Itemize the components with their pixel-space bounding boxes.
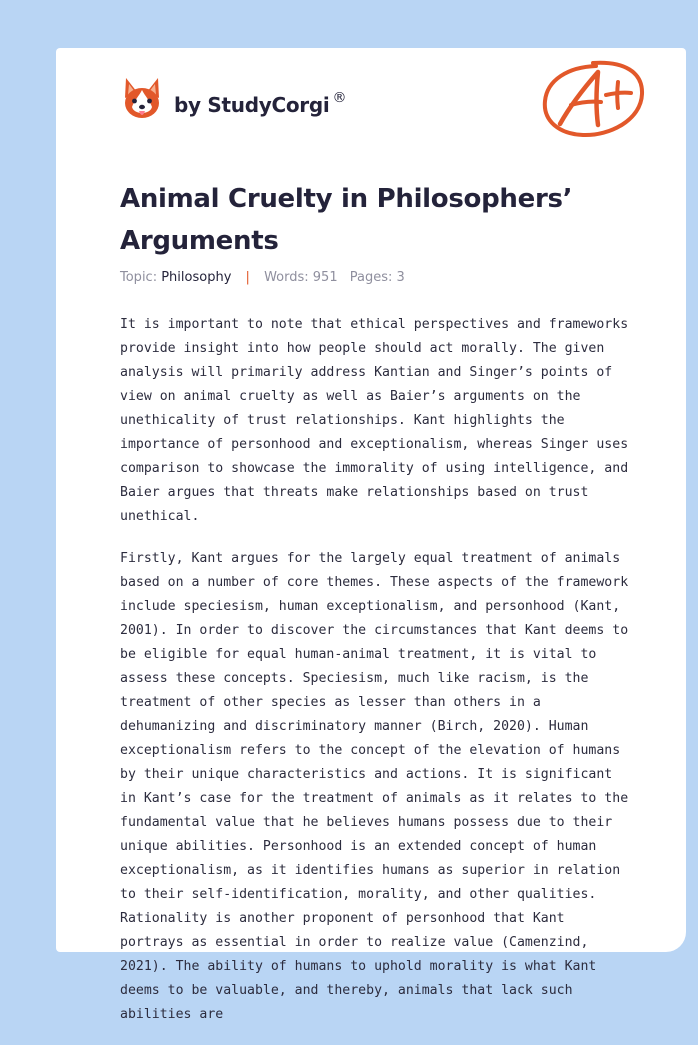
studycorgi-logo[interactable] <box>122 76 346 122</box>
document-body <box>120 313 636 1045</box>
paragraph-kant: Firstly, Kant argues for the largely equal treatment of animals based on a number of core themes. These aspects of the framework include speciesism, human exceptionalism, and personhood (Kant, 2001). In order to discover the circumstances that Kant deems to be eligible for equal human-animal treatment, it is vital to assess these concepts. Speciesism, much like racism, is the treatment of other species as lesser than others in a dehumanizing and discriminatory manner (Birch, 2020). Human exceptionalism refers to the concept of the elevation of humans by their unique characteristics and actions. It is significant in Kant’s case for the treatment of animals as it relates to the fundamental value that he believes humans possess due to their unique abilities. Personhood is an extended concept of human exceptionalism, as it identifies humans as superior in relation to their self-identification, morality, and other qualities. Rationality is another proponent of personhood that Kant portrays as essential in order to realize value (Camenzind, 2021). The ability of humans to uphold morality is what Kant deems to be valuable, and thereby, animals that lack such abilities are <box>120 551 629 1022</box>
meta-separator: | <box>245 270 250 285</box>
brand-name: by StudyCorgi ® <box>174 89 347 117</box>
words-label: Words: <box>264 270 309 285</box>
document-title: Animal Cruelty in Philosophers’ Arguments <box>120 184 573 256</box>
pages-count: 3 <box>396 270 405 285</box>
topic-link[interactable]: Philosophy <box>161 270 232 285</box>
paragraph-intro: It is important to note that ethical perspectives and frameworks provide insight into how people should act morally. The given analysis will primarily address Kantian and Singer’s points of view on animal cruelty as well as Baier’s arguments on the unethicality of trust relationships. Kant highlights the importance of personhood and exceptionalism, whereas Singer uses comparison to showcase the immorality of using intelligence, and Baier argues that threats make relationships based on trust unethical. <box>120 317 629 524</box>
document-card <box>56 48 686 1022</box>
pages-label: Pages: <box>349 270 393 285</box>
a-plus-grade-icon <box>538 58 648 140</box>
document-meta <box>120 269 405 287</box>
corgi-icon <box>122 76 162 122</box>
registered-mark: ® <box>332 89 347 106</box>
words-count: 951 <box>312 270 338 285</box>
topic-label: Topic: <box>120 270 158 285</box>
